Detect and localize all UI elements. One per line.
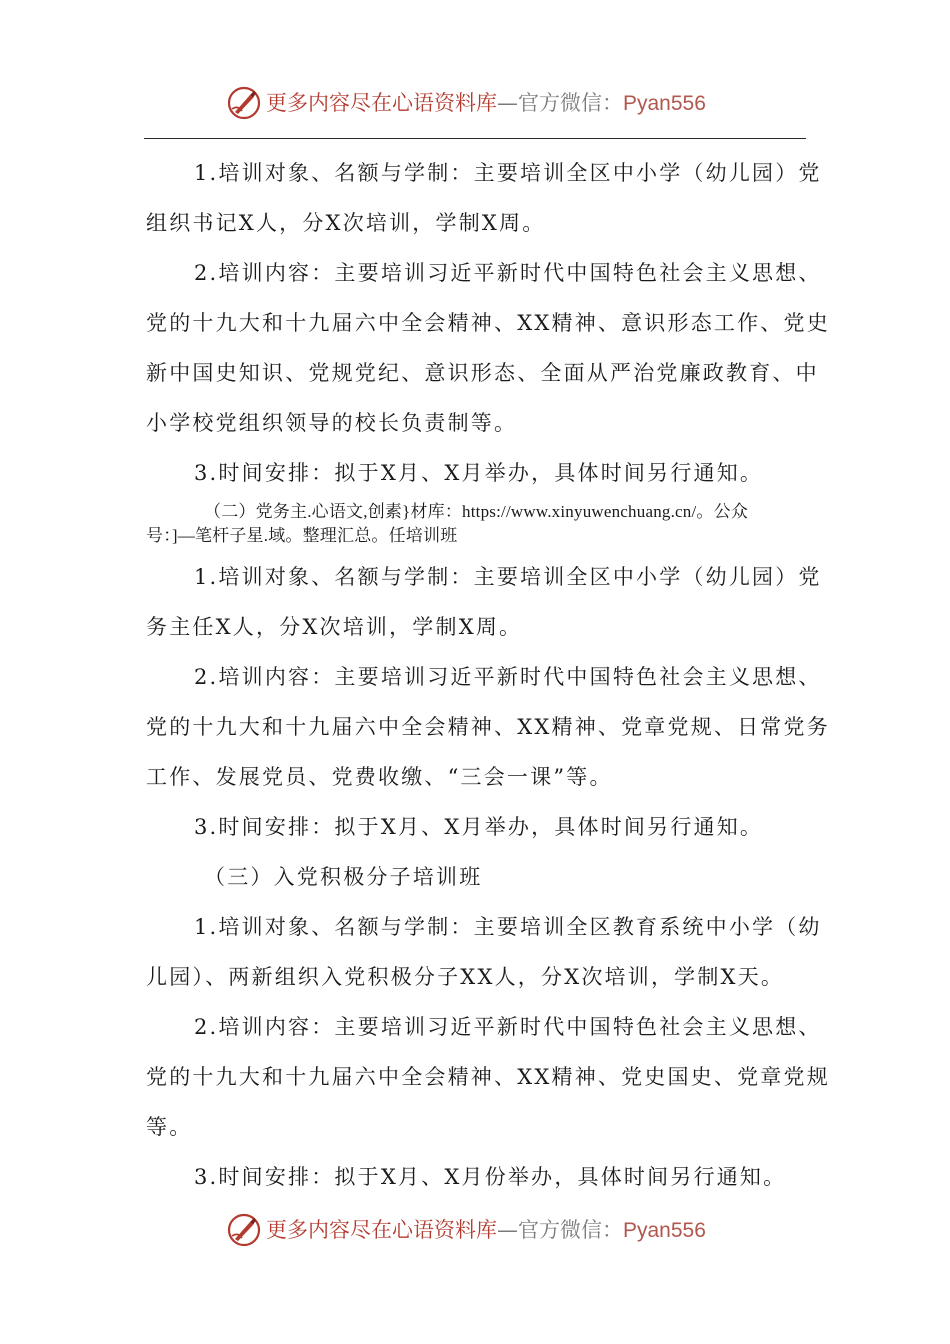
header-divider (144, 138, 806, 139)
section-heading-three: （三）入党积极分子培训班 (204, 865, 483, 889)
pen-circle-icon (226, 1212, 262, 1248)
footer-wechat-id: Pyan556 (623, 1219, 706, 1242)
header-text (266, 89, 706, 118)
paragraph-line: 党的十九大和十九届六中全会精神、XX精神、党史国史、党章党规 (146, 1065, 830, 1089)
paragraph-line: 1.培训对象、名额与学制：主要培训全区教育系统中小学（幼 (194, 915, 822, 939)
document-body (146, 148, 830, 1202)
header-banner (0, 83, 950, 123)
footer-brand: 更多内容尽在心语资料库 (266, 1218, 497, 1242)
paragraph-line: 1.培训对象、名额与学制：主要培训全区中小学（幼儿园）党 (194, 161, 822, 185)
paragraph-line: 党的十九大和十九届六中全会精神、XX精神、意识形态工作、党史 (146, 311, 830, 335)
section-heading-two-cont: 号：]—笔杆子星.域。整理汇总。任培训班 (146, 526, 458, 545)
paragraph-line: 小学校党组织领导的校长负责制等。 (146, 411, 518, 435)
paragraph-line: 3.时间安排：拟于X月、X月份举办，具体时间另行通知。 (194, 1165, 787, 1189)
paragraph-line: 2.培训内容：主要培训习近平新时代中国特色社会主义思想、 (194, 261, 822, 285)
footer-separator: — (497, 1218, 518, 1242)
header-wechat-id: Pyan556 (623, 92, 706, 115)
paragraph-line: 务主任X人，分X次培训，学制X周。 (146, 615, 523, 639)
paragraph-line: 2.培训内容：主要培训习近平新时代中国特色社会主义思想、 (194, 1015, 822, 1039)
paragraph-line: 新中国史知识、党规党纪、意识形态、全面从严治党廉政教育、中 (146, 361, 819, 385)
paragraph-line: 1.培训对象、名额与学制：主要培训全区中小学（幼儿园）党 (194, 565, 822, 589)
paragraph-line: 工作、发展党员、党费收缴、“三会一课”等。 (146, 765, 613, 789)
footer-text (266, 1216, 706, 1245)
paragraph-line: 等。 (146, 1115, 193, 1139)
paragraph-line: 儿园）、两新组织入党积极分子XX人，分X次培训，学制X天。 (146, 965, 785, 989)
section-heading-two: （二）党务主.心语文,创素}材库：https://www.xinyuwenchuang.cn/。公众 (204, 502, 749, 521)
footer-wechat-label: 官方微信： (518, 1218, 623, 1242)
header-brand: 更多内容尽在心语资料库 (266, 91, 497, 115)
paragraph-line: 3.时间安排：拟于X月、X月举办，具体时间另行通知。 (194, 815, 764, 839)
paragraph-line: 3.时间安排：拟于X月、X月举办，具体时间另行通知。 (194, 461, 764, 485)
paragraph-line: 党的十九大和十九届六中全会精神、XX精神、党章党规、日常党务 (146, 715, 830, 739)
paragraph-line: 2.培训内容：主要培训习近平新时代中国特色社会主义思想、 (194, 665, 822, 689)
footer-banner (0, 1210, 950, 1250)
paragraph-line: 组织书记X人，分X次培训，学制X周。 (146, 211, 546, 235)
pen-circle-icon (226, 85, 262, 121)
header-separator: — (497, 91, 518, 115)
header-wechat-label: 官方微信： (518, 91, 623, 115)
